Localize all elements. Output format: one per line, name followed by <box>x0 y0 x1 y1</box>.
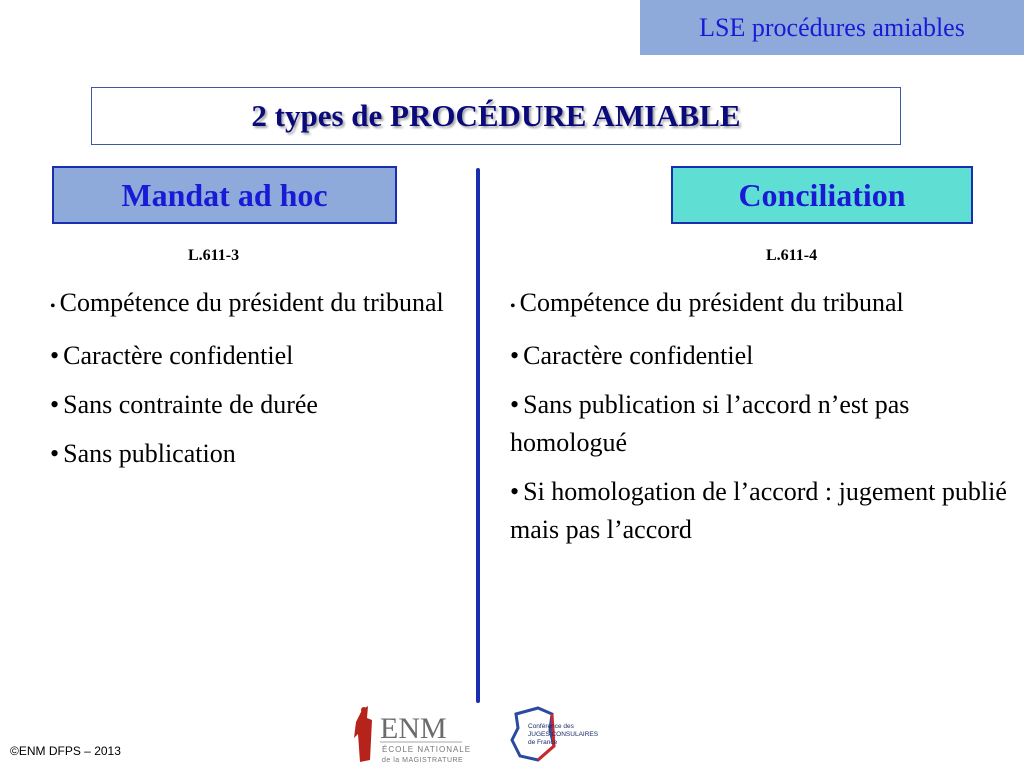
mandat-ad-hoc-list <box>50 284 460 484</box>
bullet-icon: • <box>50 298 56 315</box>
conference-logo-line-3: de France <box>528 739 558 746</box>
bullet-icon: • <box>510 390 520 419</box>
conciliation-heading-text: Conciliation <box>738 176 906 213</box>
slide-tag <box>640 0 1024 55</box>
bullet-icon: • <box>50 341 60 370</box>
list-item-text: Sans contrainte de durée <box>63 390 318 419</box>
list-item-text: Si homologation de l’accord : jugement publié mais pas l’accord <box>510 477 1007 544</box>
list-item <box>510 337 1024 375</box>
list-item-text: Sans publication <box>63 439 236 468</box>
bullet-icon: • <box>50 390 60 419</box>
list-item-text: Compétence du président du tribunal <box>519 288 904 317</box>
list-item-text: Compétence du président du tribunal <box>59 288 444 317</box>
list-item-text: Caractère confidentiel <box>63 341 294 370</box>
enm-logo-text: ENM <box>380 712 447 745</box>
footer-copyright: ©ENM DFPS – 2013 <box>10 744 121 758</box>
list-item-text: Sans publication si l’accord n’est pas homologué <box>510 390 910 457</box>
list-item <box>510 386 1024 462</box>
list-item <box>510 284 1024 326</box>
enm-logo-sub-2: de la MAGISTRATURE <box>382 757 464 764</box>
slide-tag-label: LSE procédures amiables <box>699 12 965 42</box>
conference-juges-consulaires-logo <box>508 704 604 764</box>
article-ref-right: L.611-4 <box>766 247 818 264</box>
bullet-icon: • <box>510 477 520 506</box>
enm-figure-icon <box>354 706 372 762</box>
column-divider <box>476 168 480 703</box>
mandat-ad-hoc-heading <box>52 166 397 224</box>
article-ref-left: L.611-3 <box>188 247 240 264</box>
list-item-text: Caractère confidentiel <box>523 341 754 370</box>
enm-logo-sub-1: ÉCOLE NATIONALE <box>382 745 470 754</box>
bullet-icon: • <box>510 298 516 315</box>
conference-logo-line-1: Conférence des <box>528 723 574 730</box>
mandat-ad-hoc-heading-text: Mandat ad hoc <box>121 176 328 213</box>
list-item <box>50 386 460 424</box>
list-item <box>50 284 460 326</box>
list-item <box>50 435 460 473</box>
list-item <box>510 473 1024 549</box>
conciliation-list <box>510 284 1024 560</box>
conciliation-heading <box>671 166 973 224</box>
slide-title-text: 2 types de PROCÉDURE AMIABLE <box>251 98 741 133</box>
conference-logo-line-2: JUGES CONSULAIRES <box>528 731 599 738</box>
bullet-icon: • <box>50 439 60 468</box>
enm-logo <box>350 704 470 766</box>
bullet-icon: • <box>510 341 520 370</box>
slide-title <box>91 87 901 145</box>
list-item <box>50 337 460 375</box>
